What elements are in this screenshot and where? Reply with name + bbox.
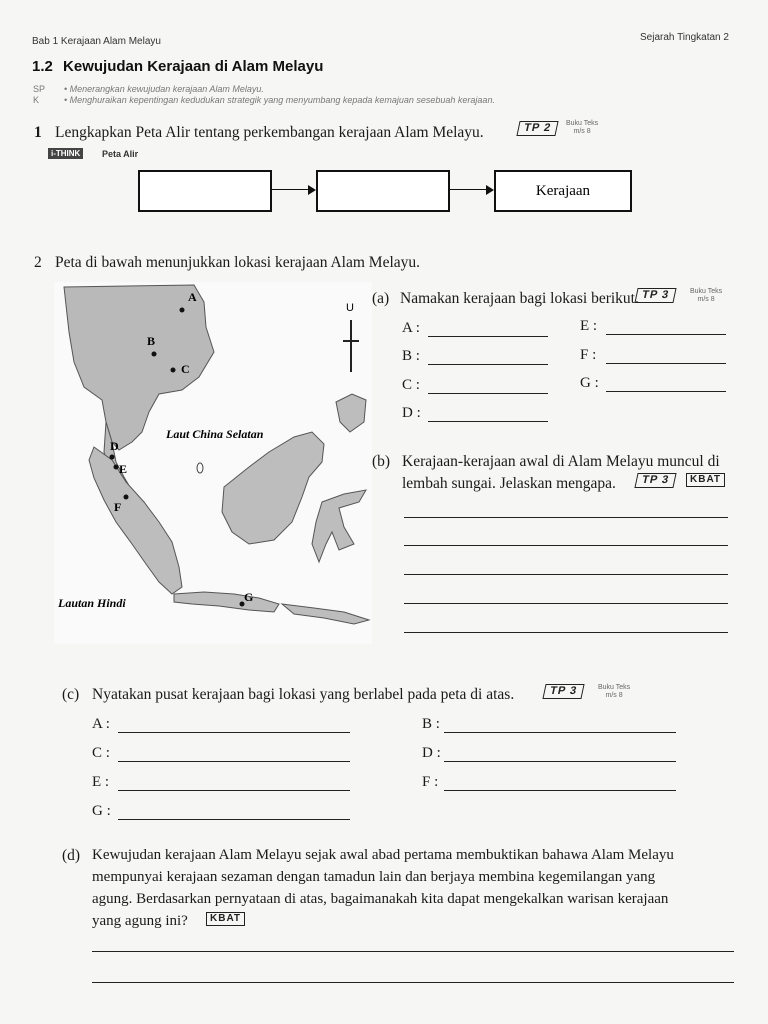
- map-dot-b: [152, 352, 157, 357]
- q2a-answer-b[interactable]: [428, 364, 548, 365]
- q2c-answer-g[interactable]: [118, 819, 350, 820]
- map-label-c: C: [181, 362, 190, 376]
- section-title-text: Kewujudan Kerajaan di Alam Melayu: [63, 58, 324, 75]
- map-label-e: E: [119, 462, 128, 476]
- q2d-line1: Kewujudan kerajaan Alam Melayu sejak awal abad pertama membuktikan bahawa Alam Melayu: [92, 847, 674, 863]
- sp-text-value: Menerangkan kewujudan kerajaan Alam Melayu.: [69, 84, 264, 94]
- map-label-f: F: [114, 500, 122, 514]
- sp-text: • Menerangkan kewujudan kerajaan Alam Melayu.: [64, 84, 264, 94]
- flow-arrow-1: [270, 189, 308, 190]
- q2b-answer-line-1[interactable]: [404, 517, 728, 518]
- map-label-b: B: [147, 334, 156, 348]
- q2a-answer-f[interactable]: [606, 363, 726, 364]
- q2a-label-c: C :: [402, 377, 420, 393]
- q2d-line4: yang agung ini?: [92, 913, 188, 929]
- q2a-label-e: E :: [580, 318, 598, 334]
- q2a-label-d: D :: [402, 405, 421, 421]
- q2a-tp-badge: TP 3: [634, 288, 676, 303]
- peta-alir-label: Peta Alir: [102, 149, 139, 159]
- north-label: U: [346, 302, 354, 314]
- q2d-answer-line-1[interactable]: [92, 951, 734, 952]
- section-number: 1.2: [32, 58, 53, 75]
- q2a-answer-a[interactable]: [428, 336, 548, 337]
- q2c-label: (c): [62, 686, 80, 703]
- q1-number: 1: [34, 124, 42, 141]
- q2a-buku-teks: [690, 288, 722, 304]
- q2c-label-b: B :: [422, 716, 440, 732]
- section-title: [32, 58, 323, 75]
- q2c-tp-badge: TP 3: [542, 684, 584, 699]
- q2b-tp-badge: TP 3: [634, 473, 676, 488]
- north-arrow-icon: [350, 320, 352, 372]
- sp-label: SP: [33, 84, 46, 94]
- q1-buku-label: Buku Teks: [566, 120, 599, 127]
- map-dot-d: [110, 455, 115, 460]
- flow-box-2[interactable]: [316, 170, 450, 212]
- k-text: • Menghuraikan kepentingan kedudukan strategik yang menyumbang kepada kemajuan sesebuah kerajaan.: [64, 95, 495, 105]
- q2-number: 2: [34, 254, 42, 271]
- q2d-answer-line-2[interactable]: [92, 982, 734, 983]
- q2-text: Peta di bawah menunjukkan lokasi kerajaan Alam Melayu.: [55, 254, 421, 271]
- q2b-answer-line-4[interactable]: [404, 603, 728, 604]
- q1-text: Lengkapkan Peta Alir tentang perkembangan kerajaan Alam Melayu.: [55, 124, 484, 141]
- q2c-label-a: A :: [92, 716, 110, 732]
- q2c-answer-e[interactable]: [118, 790, 350, 791]
- q2a-label-f: F :: [580, 347, 597, 363]
- k-text-value: Menghuraikan kepentingan kedudukan strategik yang menyumbang kepada kemajuan sesebuah kerajaan.: [69, 95, 495, 105]
- q2a-label: (a): [372, 290, 390, 307]
- q2c-label-g: G :: [92, 803, 111, 819]
- q1-page-label: m/s 8: [573, 128, 591, 135]
- q2a-label-a: A :: [402, 320, 420, 336]
- q2d-kbat-badge: KBAT: [206, 912, 245, 926]
- q2c-answer-b[interactable]: [444, 732, 676, 733]
- q2b-kbat-badge: KBAT: [686, 473, 725, 487]
- q2c-answer-d[interactable]: [444, 761, 676, 762]
- q2c-buku-label: Buku Teks: [598, 684, 631, 691]
- q2c-text: Nyatakan pusat kerajaan bagi lokasi yang berlabel pada peta di atas.: [92, 686, 515, 703]
- q2b-label: (b): [372, 453, 391, 470]
- q2d-label: (d): [62, 847, 81, 864]
- flow-box-1[interactable]: [138, 170, 272, 212]
- flow-arrow-2: [448, 189, 486, 190]
- k-label: K: [33, 95, 40, 105]
- q2a-label-b: B :: [402, 348, 420, 364]
- q2a-answer-g[interactable]: [606, 391, 726, 392]
- q2b-answer-line-2[interactable]: [404, 545, 728, 546]
- q2c-label-d: D :: [422, 745, 441, 761]
- ithink-badge: i-THINK: [48, 148, 83, 159]
- flow-arrowhead-1: [308, 185, 316, 195]
- q2a-page-label: m/s 8: [697, 296, 715, 303]
- map-dot-f: [124, 495, 129, 500]
- q2b-line1: Kerajaan-kerajaan awal di Alam Melayu muncul di: [402, 453, 720, 470]
- q2c-label-f: F :: [422, 774, 439, 790]
- southeast-asia-map: [54, 282, 372, 644]
- q2a-answer-e[interactable]: [606, 334, 726, 335]
- q2b-answer-line-5[interactable]: [404, 632, 728, 633]
- map-sea-indian: Lautan Hindi: [58, 596, 126, 610]
- flow-box-3: Kerajaan: [494, 170, 632, 212]
- map-label-a: A: [188, 290, 197, 304]
- q2a-text: Namakan kerajaan bagi lokasi berikut.: [400, 290, 639, 307]
- q2b-line2: lembah sungai. Jelaskan mengapa.: [402, 475, 616, 492]
- q1-buku-teks: [566, 120, 598, 136]
- q2a-buku-label: Buku Teks: [690, 288, 723, 295]
- q2c-answer-a[interactable]: [118, 732, 350, 733]
- map-dot-c: [171, 368, 176, 373]
- north-arrow-cross: [343, 340, 359, 342]
- map-label-d: D: [110, 439, 119, 453]
- q1-tp-badge: TP 2: [516, 121, 558, 136]
- q2c-answer-c[interactable]: [118, 761, 350, 762]
- q2c-buku-teks: [598, 684, 630, 700]
- q2d-line3: agung. Berdasarkan pernyataan di atas, bagaimanakah kita dapat mengekalkan warisan kerajaan: [92, 891, 669, 907]
- flow-arrowhead-2: [486, 185, 494, 195]
- map-label-g: G: [244, 590, 254, 604]
- q2c-label-c: C :: [92, 745, 110, 761]
- q2a-answer-d[interactable]: [428, 421, 548, 422]
- map-dot-a: [180, 308, 185, 313]
- q2a-label-g: G :: [580, 375, 599, 391]
- chapter-header: Bab 1 Kerajaan Alam Melayu: [32, 36, 161, 47]
- q2a-answer-c[interactable]: [428, 393, 548, 394]
- q2c-label-e: E :: [92, 774, 110, 790]
- q2c-page-label: m/s 8: [605, 692, 623, 699]
- q2b-answer-line-3[interactable]: [404, 574, 728, 575]
- q2d-line2: mempunyai kerajaan sezaman dengan tamadun lain dan berjaya membina kegemilangan yang: [92, 869, 656, 885]
- map-sea-south-china: Laut China Selatan: [166, 427, 264, 441]
- q2c-answer-f[interactable]: [444, 790, 676, 791]
- map-dot-e: [114, 465, 119, 470]
- subject-header: Sejarah Tingkatan 2: [640, 32, 729, 43]
